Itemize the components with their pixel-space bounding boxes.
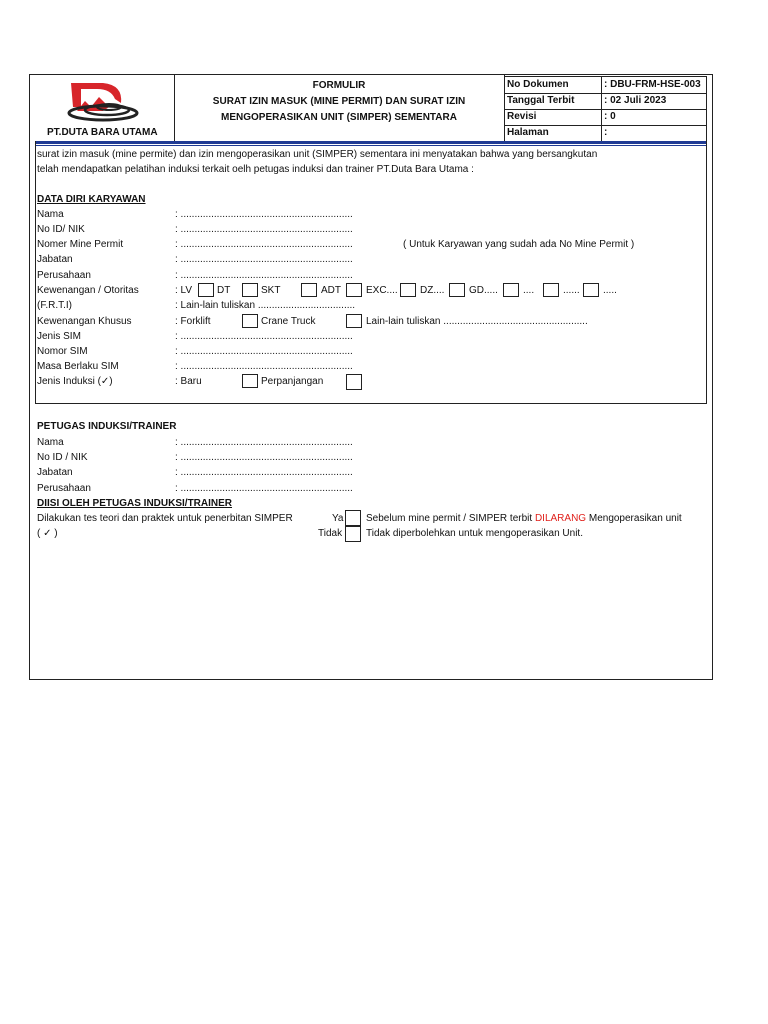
employee-section-title: DATA DIRI KARYAWAN	[37, 194, 146, 205]
trainer-fill-title: DIISI OLEH PETUGAS INDUKSI/TRAINER	[37, 498, 233, 509]
tidak-note: Tidak diperbolehkan untuk mengoperasikan Unit.	[366, 528, 583, 539]
checkbox-otoritas-exc[interactable]	[400, 283, 416, 297]
checkbox-otoritas-other2[interactable]	[583, 283, 599, 297]
form-title-line1: SURAT IZIN MASUK (MINE PERMIT) DAN SURAT IZIN	[212, 96, 466, 107]
label-kewenangan: Kewenangan / Otoritas	[37, 285, 139, 296]
label-jabatan: Jabatan	[37, 254, 73, 265]
trainer-section-title: PETUGAS INDUKSI/TRAINER	[37, 421, 177, 432]
label-nomor-sim: Nomor SIM	[37, 346, 88, 357]
field-perusahaan[interactable]: : ..............................................................	[175, 270, 353, 281]
label-kewenangan-khusus: Kewenangan Khusus	[37, 316, 132, 327]
field-nama[interactable]: : ..............................................................	[175, 209, 353, 220]
checkbox-otoritas-skt[interactable]	[301, 283, 317, 297]
meta-row-issue-date: Tanggal Terbit : 02 Juli 2023	[504, 93, 706, 110]
employee-section-box	[35, 141, 707, 404]
otoritas-dz-label: DZ....	[420, 285, 445, 296]
dilarang-warning: DILARANG	[534, 513, 587, 524]
checkbox-khusus-crane[interactable]	[346, 314, 362, 328]
otoritas-lv-label: : LV	[175, 285, 193, 296]
trainer-field-perusahaan[interactable]: : ..............................................................	[175, 483, 353, 494]
company-name: PT.DUTA BARA UTAMA	[47, 127, 158, 138]
otoritas-gd-label: GD.....	[469, 285, 498, 296]
checkbox-induksi-perpanjangan[interactable]	[346, 374, 362, 390]
meta-row-revision: Revisi : 0	[504, 109, 706, 126]
trainer-field-no-id[interactable]: : ..............................................................	[175, 452, 353, 463]
intro-line1: surat izin masuk (mine permite) dan izin mengoperasikan unit (SIMPER) sementara ini menyatakan bahwa yang bersangkutan	[37, 149, 598, 160]
otoritas-skt-label: SKT	[261, 285, 281, 296]
intro-line2: telah mendapatkan pelatihan induksi terkait oelh petugas induksi dan trainer PT.Duta Bara Utama :	[37, 164, 474, 175]
check-symbol: ( ✓ )	[37, 528, 58, 539]
label-no-id: No ID/ NIK	[37, 224, 85, 235]
label-perusahaan: Perusahaan	[37, 270, 91, 281]
header-logo-cell	[35, 74, 175, 141]
field-mine-permit[interactable]: : ..............................................................	[175, 239, 353, 250]
ya-label: Ya	[332, 513, 344, 524]
checkbox-otoritas-adt[interactable]	[346, 283, 362, 297]
label-mine-permit: Nomer Mine Permit	[37, 239, 124, 250]
checkbox-khusus-forklift[interactable]	[242, 314, 258, 328]
checkbox-otoritas-dt[interactable]	[242, 283, 258, 297]
khusus-forklift-label: : Forklift	[175, 316, 211, 327]
otoritas-dt-label: DT	[217, 285, 231, 296]
checkbox-induksi-baru[interactable]	[242, 374, 258, 388]
field-jenis-sim[interactable]: : ..............................................................	[175, 331, 353, 342]
checkbox-otoritas-other1[interactable]	[543, 283, 559, 297]
meta-row-page: Halaman :	[507, 127, 608, 138]
field-no-id[interactable]: : ..............................................................	[175, 224, 353, 235]
trainer-label-no-id: No ID / NIK	[37, 452, 88, 463]
field-masa-sim[interactable]: : ..............................................................	[175, 361, 353, 372]
label-jenis-sim: Jenis SIM	[37, 331, 81, 342]
induksi-perpanjangan-label: Perpanjangan	[261, 376, 324, 387]
checkbox-tidak[interactable]	[345, 526, 361, 542]
test-description: Dilakukan tes teori dan praktek untuk penerbitan SIMPER	[37, 513, 293, 524]
trainer-label-perusahaan: Perusahaan	[37, 483, 91, 494]
khusus-crane-label: Crane Truck	[261, 316, 316, 327]
trainer-field-jabatan[interactable]: : ..............................................................	[175, 467, 353, 478]
trainer-label-nama: Nama	[37, 437, 64, 448]
meta-right-border	[706, 76, 707, 141]
ya-note: Sebelum mine permit / SIMPER terbit DILARANG Mengoperasikan unit	[366, 513, 682, 524]
checkbox-otoritas-gd[interactable]	[503, 283, 519, 297]
company-logo-icon	[63, 77, 143, 125]
otoritas-exc-label: EXC....	[366, 285, 398, 296]
checkbox-otoritas-lv[interactable]	[198, 283, 214, 297]
form-label: FORMULIR	[312, 80, 366, 91]
checkbox-otoritas-dz[interactable]	[449, 283, 465, 297]
otoritas-adt-label: ADT	[321, 285, 341, 296]
label-jenis-induksi: Jenis Induksi (✓)	[37, 376, 113, 387]
trainer-field-nama[interactable]: : ..............................................................	[175, 437, 353, 448]
tidak-label: Tidak	[318, 528, 343, 539]
trainer-label-jabatan: Jabatan	[37, 467, 73, 478]
header-title-cell	[174, 74, 505, 141]
meta-row-doc-number: No Dokumen : DBU-FRM-HSE-003	[504, 77, 706, 94]
mine-permit-note: ( Untuk Karyawan yang sudah ada No Mine Permit )	[403, 239, 635, 250]
otoritas-other1-label: ....	[523, 285, 535, 296]
label-nama: Nama	[37, 209, 64, 220]
field-otoritas-other[interactable]: : Lain-lain tuliskan ...................................	[175, 300, 356, 311]
field-nomor-sim[interactable]: : ..............................................................	[175, 346, 353, 357]
label-frti: (F.R.T.I)	[37, 300, 72, 311]
otoritas-other2-label: ......	[563, 285, 580, 296]
field-jabatan[interactable]: : ..............................................................	[175, 254, 353, 265]
induksi-baru-label: : Baru	[175, 376, 202, 387]
label-masa-sim: Masa Berlaku SIM	[37, 361, 119, 372]
otoritas-other3-label: .....	[603, 285, 617, 296]
field-khusus-other[interactable]: Lain-lain tuliskan ....................................................	[366, 316, 588, 327]
checkbox-ya[interactable]	[345, 510, 361, 526]
form-title-line2: MENGOPERASIKAN UNIT (SIMPER) SEMENTARA	[221, 112, 457, 123]
